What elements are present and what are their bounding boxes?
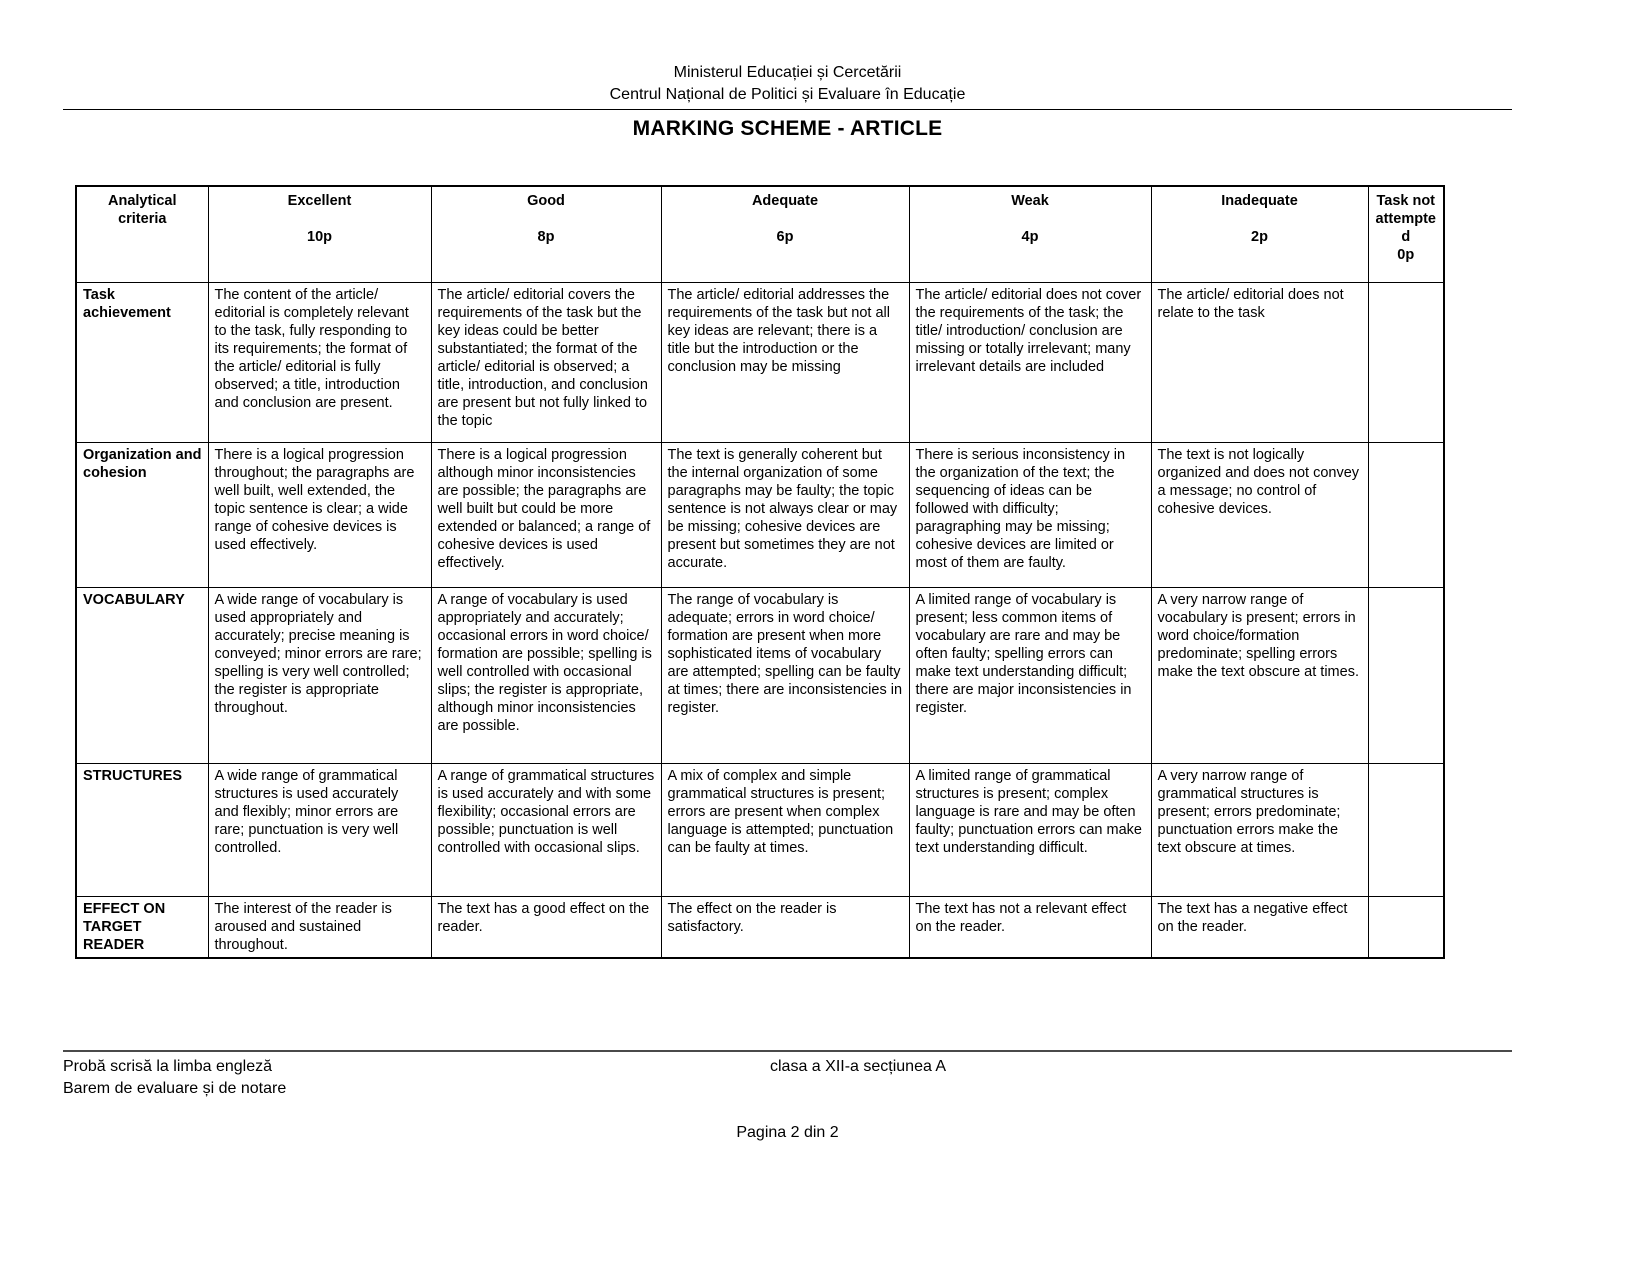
- column-points: 6p: [776, 229, 794, 245]
- table-row-effect-on-target-reader: [76, 896, 1444, 958]
- rubric-cell-inadequate: The text is not logically organized and does not convey a message; no control of cohesive devices.: [1151, 442, 1368, 587]
- rubric-cell-weak: The article/ editorial does not cover the requirements of the task; the title/ introduction/ conclusion are missing or totally irrelevant; many irrelevant details are included: [909, 282, 1151, 442]
- rubric-cell-weak: The text has not a relevant effect on the reader.: [909, 896, 1151, 958]
- criteria-cell: STRUCTURES: [76, 763, 208, 896]
- column-header-excellent: [208, 186, 431, 282]
- table-header-row: [76, 186, 1444, 282]
- rubric-cell-excellent: A wide range of grammatical structures is used accurately and flexibly; minor errors are rare; punctuation is very well controlled.: [208, 763, 431, 896]
- rubric-cell-adequate: The effect on the reader is satisfactory.: [661, 896, 909, 958]
- table-row-organization-cohesion: [76, 442, 1444, 587]
- page-content: [63, 0, 1512, 1141]
- column-points: 0p: [1397, 247, 1415, 263]
- rubric-cell-good: The text has a good effect on the reader.: [431, 896, 661, 958]
- column-points: 2p: [1251, 229, 1268, 245]
- rubric-cell-good: A range of vocabulary is used appropriately and accurately; occasional errors in word choice/ formation are possible; spelling is well controlled with occasional slips; the register is appropriate, although minor inconsistencies are possible.: [431, 587, 661, 763]
- column-label: Inadequate: [1221, 193, 1298, 209]
- exam-subject-label: Probă scrisă la limba engleză: [63, 1058, 272, 1075]
- national-center-line: Centrul Național de Politici și Evaluare în Educație: [609, 86, 966, 103]
- ministry-line: Ministerul Educației și Cercetării: [673, 64, 902, 81]
- rubric-cell-adequate: The article/ editorial addresses the requirements of the task but not all key ideas are relevant; there is a title but the introduction or the conclusion may be missing: [661, 282, 909, 442]
- header-rule: [63, 109, 1512, 110]
- column-header-analytical-criteria: [76, 186, 208, 282]
- column-label: Analytical criteria: [108, 193, 177, 227]
- page-number: Pagina 2 din 2: [736, 1124, 839, 1141]
- column-label: Adequate: [751, 193, 819, 209]
- column-header-inadequate: [1151, 186, 1368, 282]
- rubric-cell-good: A range of grammatical structures is used accurately and with some flexibility; occasional errors are possible; punctuation is well controlled with occasional slips.: [431, 763, 661, 896]
- table-row-vocabulary: [76, 587, 1444, 763]
- rubric-cell-adequate: A mix of complex and simple grammatical structures is present; errors are present when complex language is attempted; punctuation can be faulty at times.: [661, 763, 909, 896]
- footer-row: [63, 1056, 1512, 1078]
- rubric-cell-good: The article/ editorial covers the requirements of the task but the key ideas could be better substantiated; the format of the article/ editorial is observed; a title, introduction, and conclusion are present but not fully linked to the topic: [431, 282, 661, 442]
- criteria-cell: Task achievement: [76, 282, 208, 442]
- column-header-weak: [909, 186, 1151, 282]
- criteria-cell: Organization and cohesion: [76, 442, 208, 587]
- rubric-cell-adequate: The range of vocabulary is adequate; errors in word choice/ formation are present when more sophisticated items of vocabulary are attempted; spelling can be faulty at times; there are inconsistencies in register.: [661, 587, 909, 763]
- rubric-cell-excellent: The interest of the reader is aroused and sustained throughout.: [208, 896, 431, 958]
- marking-scheme-label: Barem de evaluare și de notare: [63, 1080, 287, 1097]
- column-header-good: [431, 186, 661, 282]
- column-label: Excellent: [287, 193, 352, 209]
- rubric-cell-inadequate: The text has a negative effect on the reader.: [1151, 896, 1368, 958]
- criteria-cell: EFFECT ON TARGET READER: [76, 896, 208, 958]
- footer-rule: [63, 1050, 1512, 1052]
- rubric-cell-good: There is a logical progression although minor inconsistencies are possible; the paragraphs are well built but could be more extended or balanced; a range of cohesive devices is used effectively.: [431, 442, 661, 587]
- rubric-cell-task-not-attempted: [1368, 896, 1444, 958]
- rubric-cell-adequate: The text is generally coherent but the internal organization of some paragraphs may be faulty; the topic sentence is not always clear or may be missing; cohesive devices are present but sometimes they are not accurate.: [661, 442, 909, 587]
- rubric-cell-task-not-attempted: [1368, 282, 1444, 442]
- rubric-cell-inadequate: A very narrow range of vocabulary is present; errors in word choice/formation predominate; spelling errors make the text obscure at times.: [1151, 587, 1368, 763]
- rubric-cell-excellent: A wide range of vocabulary is used appropriately and accurately; precise meaning is conveyed; minor errors are rare; spelling is very well controlled; the register is appropriate throughout.: [208, 587, 431, 763]
- table-row-task-achievement: [76, 282, 1444, 442]
- document-header: [63, 62, 1512, 106]
- table-row-structures: [76, 763, 1444, 896]
- marking-scheme-table: [75, 185, 1445, 959]
- rubric-cell-task-not-attempted: [1368, 763, 1444, 896]
- rubric-cell-task-not-attempted: [1368, 442, 1444, 587]
- document-footer: [63, 1050, 1512, 1144]
- rubric-cell-excellent: There is a logical progression throughout; the paragraphs are well built, well extended, the topic sentence is clear; a wide range of cohesive devices is used effectively.: [208, 442, 431, 587]
- rubric-cell-weak: A limited range of vocabulary is present; less common items of vocabulary are rare and may be often faulty; spelling errors can make text understanding difficult; there are major inconsistencies in register.: [909, 587, 1151, 763]
- rubric-cell-task-not-attempted: [1368, 587, 1444, 763]
- column-label: Good: [527, 193, 565, 209]
- page-title: MARKING SCHEME - ARTICLE: [632, 117, 943, 140]
- rubric-cell-inadequate: The article/ editorial does not relate to the task: [1151, 282, 1368, 442]
- column-points: 8p: [537, 229, 555, 245]
- class-section-label: clasa a XII-a secțiunea A: [770, 1058, 947, 1075]
- column-label: Weak: [1011, 193, 1049, 209]
- criteria-cell: VOCABULARY: [76, 587, 208, 763]
- rubric-cell-weak: A limited range of grammatical structures is present; complex language is rare and may be often faulty; punctuation errors can make text understanding difficult.: [909, 763, 1151, 896]
- column-header-adequate: [661, 186, 909, 282]
- column-points: 4p: [1021, 229, 1039, 245]
- rubric-cell-inadequate: A very narrow range of grammatical structures is present; errors predominate; punctuation errors make the text obscure at times.: [1151, 763, 1368, 896]
- rubric-cell-excellent: The content of the article/ editorial is completely relevant to the task, fully responding to its requirements; the format of the article/ editorial is fully observed; a title, introduction and conclusion are present.: [208, 282, 431, 442]
- rubric-cell-weak: There is serious inconsistency in the organization of the text; the sequencing of ideas can be followed with difficulty; paragraphing may be missing; cohesive devices are limited or most of them are faulty.: [909, 442, 1151, 587]
- column-points: 10p: [307, 229, 332, 245]
- column-label: Task not attempted: [1375, 193, 1436, 245]
- column-header-task-not-attempted: [1368, 186, 1444, 282]
